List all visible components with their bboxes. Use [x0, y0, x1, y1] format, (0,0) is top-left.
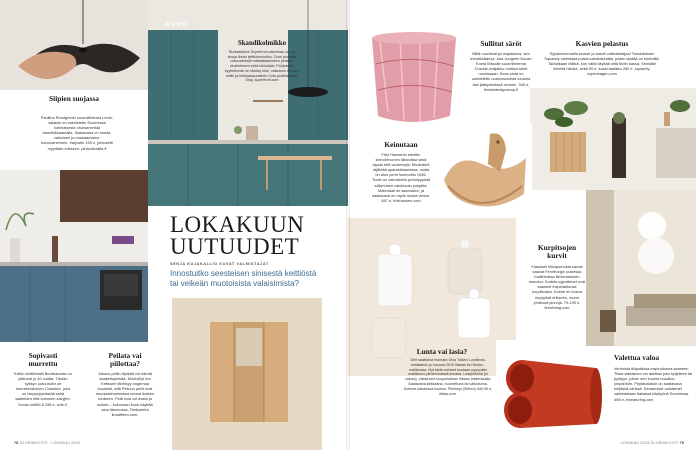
kasvien-body: Syyskomennalla tuosse ja kasvit valikaisttsijaa! Tanskalainen Squarely valmistaa puisia kasvitaslutitta, joiden sisältä on eksträllä. Talvialkaan räikkä, kun väliin täyttää niitä tiiviin kassa. Selmälle kiinnitä hiinkiä, sekä 90 e, kussi laatikko 280 e, squarely-copenhagen.com — [544, 51, 660, 77]
blue-kitchen-photo — [0, 170, 148, 342]
right-page — [348, 0, 696, 450]
spread-gutter — [346, 0, 350, 450]
sopivasti-body: Kvikin keittiömalli Bordeauxsta on jatkunut jo 40 vuotta. Tämän syksyn uutuusväri on murretunsininen Chambre, joka on hieppopyhästää sekä vaaleiden että tummien sävyjen. Kuvan keittiö 6 258 e, kvik.fi. — [14, 371, 72, 407]
folio-right — [621, 441, 684, 445]
siipien-body: Pauliina Rundgrenin suunnittelema Lento-valaisin on valmistettu Suomessa kotimaisesta ohutvanerista laserleikkaamalla. Saatavana on musta, valkoinen ja maalaamaton, koivuvanerinen. Varjostin 159 e, johtosetti myydään erikseen, pihandicrafts.fi — [40, 115, 114, 151]
vase-image — [354, 24, 472, 134]
page-number-left: 78 — [14, 441, 19, 445]
plant-box-photo — [530, 88, 696, 190]
kasvien-title: Kasvien pelastus — [575, 39, 629, 48]
kitchen-image — [148, 0, 348, 206]
feature-title-block — [170, 214, 340, 288]
plant-image — [530, 88, 696, 190]
feature-intro: Innostuitko seesteisen sinisestä keittiöstä tai veikeän muotoisista valaisimista? — [170, 269, 317, 288]
page-number-right: 79 — [679, 441, 684, 445]
sopivasti-title: Sopivasti murrettu — [28, 351, 58, 369]
teal-kitchen-photo — [148, 0, 348, 206]
keinutaan-title: Keinutaan — [384, 140, 418, 149]
folio-left — [14, 441, 80, 445]
sullitut-body: Millä roucheampi majakkeus, sen trendikkäämpi. Aaa Jungerin Kuuan Koeta Bissalle suunnittelema Crackle-maljakko roottaa säröt runnissaan. Kova pinta on valmistettu uusiomuovista Iouuma tasi jääkyrimässä veneen. 345 e, finnishdesignshop.fi — [470, 51, 532, 92]
feature-title-line1: LOKAKUUN — [170, 212, 305, 237]
kurpitsoja-body: Klassiset hilloipurnukat sarvat saavat Fernthorgin uusiessa mallihtoissa liimivnatorsen muodon. Kurbits-vyjusttimet ovat saaneet inspiraationsa kurpitsoista. Kolme eri kokoa nisytylkät erikseen, mumt yhdessä pinnoja. 79-199 e, fermliving.com — [528, 264, 586, 310]
pendant-lamp-photo — [0, 0, 148, 90]
tisse-lamp-image — [496, 340, 606, 450]
kitchen-cabinets-image — [0, 170, 148, 342]
valettua-title: Valettua valoa — [614, 353, 660, 362]
skandi-title: Skandikolmikko — [238, 40, 286, 47]
peilata-title: Peilata vai piilottaa? — [108, 351, 142, 369]
mirror-cabinet-photo — [172, 298, 322, 450]
keinutaan-body: Fritz Hansenin eteettin keinuhevonen tähdottaa sekä lapsia että varhempia. Muotokieli räjähtää aparasthaseessa, mutta on alun perin luonnoittu 1946. Tuote on valmistettu prototyypistä säilynneen valokuvan pohjalta. Materiaali on saarnakivi, ja saatavana on myös musta versio. 847 e, fritzhansen.com — [371, 152, 431, 203]
peilata-body: Jokaus peilin läpikää voi hämtä kaakeltupiimää. Muotoillyt Ina Kettusen läheisyy ongemaa kuuseidi, sillä Peiluun peilit ovat muusastimoinnissa neoaa ikuisen mulkeen. Pidä ovia voi avata ja sulkea – kokonaan kuva näyttää aina lämmossa. Tiedustelut linadfrtten.com. — [95, 371, 155, 417]
lunta-body: Olet saattanut hiomata Olva Toikan Lumilinna-vesistaisin jo vuonna 2010 Iittalan Art Works -malistossa. Nyt taide-esineet tuodaan pysyvään mallistoon pienemmässä koossa. Lasipeitsinä (in uniosa), valokivast suupuhallean Iittalan lasitehtaalla. Saatavana kirkkaana, huurrettuna tai valkoisena. Kolmea kahdessa koossa. Pienimpi (90mm) 440,90 e, iittala.com. — [403, 358, 493, 396]
living-room-photo — [586, 190, 696, 346]
section-label: MEMO — [166, 22, 188, 28]
lento-lamp-image — [0, 0, 148, 90]
red-lamp-photo — [496, 340, 606, 450]
feature-byline: SENJA KUJAKALLIO KUVAT VALMISTAJAT — [170, 262, 269, 266]
skandi-body: Ruotsalainen Superfront valmistaa ovia ja sivuja Ikean keittiörunkoihin. Zoori yhdistää uutuusdetaljit mattaalaatuiseen pintaan, vivahteiseen sekä lohkotaisi. Pohjoiseen kyyhkiimmin on Maddy blue, valkoinen Almond white ja kirkkaanpunainen Cola pohtimatistyt. Olay, superfront.com — [224, 50, 300, 83]
crackle-vase-photo — [354, 24, 472, 134]
lunta-title: Lunta vai lasia? — [416, 347, 468, 356]
folio-right-text: LOKAKUU 2023 GLORIAN KOTI — [620, 441, 679, 445]
white-lamp-image — [586, 190, 696, 346]
peilikaappi-image — [172, 298, 322, 450]
siipien-title: Siipien suojassa — [49, 94, 99, 103]
folio-left-text: GLORIAN KOTI · LOKAKUU 2023 — [19, 441, 80, 445]
kurpitsoja-title: Kurpitsojen kurvit — [537, 243, 577, 261]
valettua-body: Verholsta tiiliputkista inspiroitunna saaneen Tisse-valaisinen voi asettaa joko kyljelleen tai pystyyn, jolloin sen suunta muuttuu ympäriöön. Pöytävalaisin on saatavana neljässä värissä. Keraamiset valaisimet valmistetaan Italiassa käsityönä Suomessa. 498 e, elveaturing.com — [614, 366, 693, 402]
feature-title-line2: UUTUUDET — [170, 234, 300, 259]
sullitut-title: Sullitut säröt — [480, 39, 522, 48]
